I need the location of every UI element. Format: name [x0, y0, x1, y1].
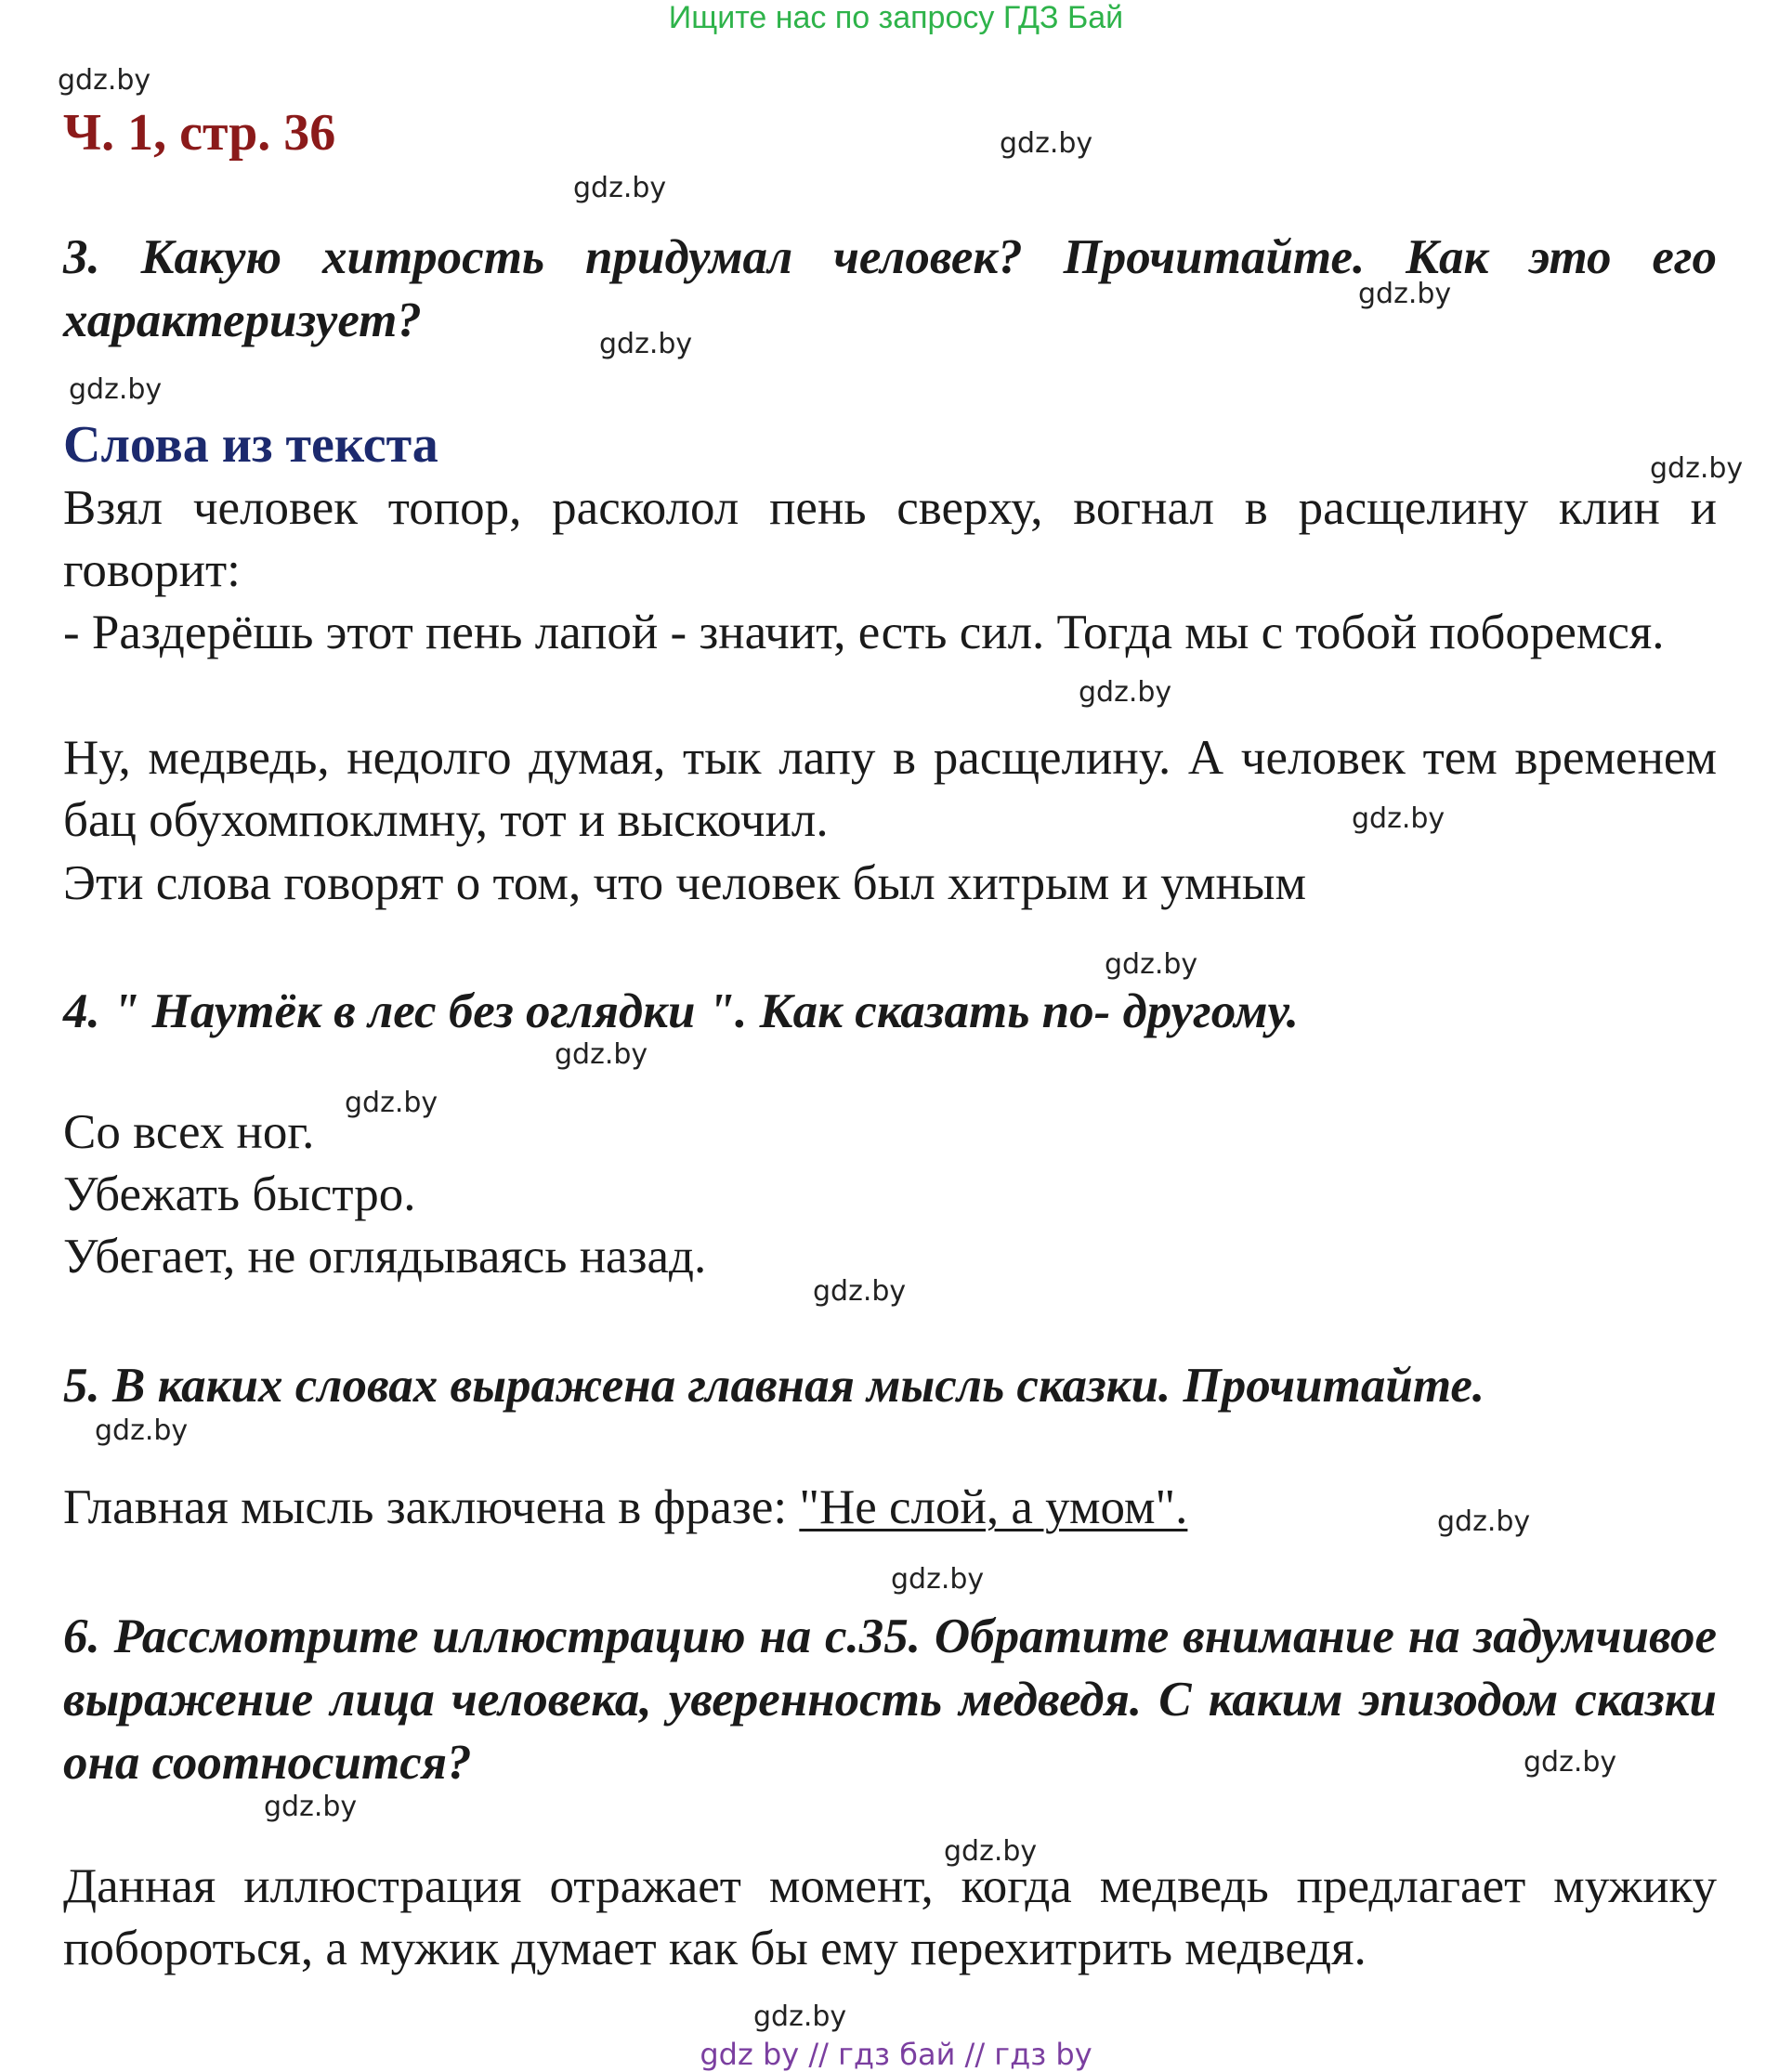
question-6: 6. Рассмотрите иллюстрацию на с.35. Обратите внимание на задумчивое выражение лица человека, уверенность медведя. С каким эпизодом сказки она соотносится?	[63, 1609, 1717, 1790]
question-5: 5. В каких словах выражена главная мысль сказки. Прочитайте.	[63, 1359, 1485, 1413]
q3-conclusion: Эти слова говорят о том, что человек был хитрым и умным	[63, 856, 1306, 910]
subheading-text-words: Слова из текста	[63, 416, 438, 474]
watermark: gdz.by	[813, 1275, 907, 1308]
q5-answer	[63, 1477, 1187, 1539]
watermark: gdz.by	[944, 1835, 1038, 1868]
page-title: Ч. 1, стр. 36	[63, 104, 336, 162]
watermark: gdz.by	[599, 328, 693, 360]
watermark: gdz.by	[1437, 1505, 1531, 1538]
watermark: gdz.by	[1650, 452, 1744, 485]
footer-links: gdz by // гдз бай // гдз by	[700, 2037, 1092, 2072]
watermark: gdz.by	[1524, 1746, 1617, 1779]
watermark: gdz.by	[69, 373, 163, 406]
watermark: gdz.by	[891, 1563, 985, 1596]
q5-answer-prefix: Главная мысль заключена в фразе:	[63, 1480, 800, 1534]
watermark: gdz.by	[555, 1038, 648, 1071]
top-banner: Ищите нас по запросу ГДЗ Бай	[668, 0, 1124, 35]
watermark: gdz.by	[95, 1414, 189, 1447]
q3-paragraph-2: - Раздерёшь этот пень лапой - значит, есть сил. Тогда мы с тобой поборемся.	[63, 606, 1665, 659]
q3-paragraph-1: Взял человек топор, расколол пень сверху, вогнал в расщелину клин и говорит:	[63, 481, 1717, 597]
watermark: gdz.by	[58, 64, 151, 97]
watermark: gdz.by	[753, 2000, 847, 2033]
watermark: gdz.by	[1000, 127, 1093, 160]
watermark: gdz.by	[264, 1791, 358, 1823]
q6-answer: Данная иллюстрация отражает момент, когда медведь предлагает мужику побороться, а мужик думает как бы ему перехитрить медведя.	[63, 1859, 1717, 1975]
q4-answer-1: Со всех ног.	[63, 1105, 315, 1159]
q4-answer-2: Убежать быстро.	[63, 1167, 416, 1221]
watermark: gdz.by	[1352, 802, 1445, 835]
q3-paragraph-3: Ну, медведь, недолго думая, тык лапу в расщелину. А человек тем временем бац обухомпоклмну, тот и выскочил.	[63, 731, 1717, 847]
question-3: 3. Какую хитрость придумал человек? Прочитайте. Как это его характеризует?	[63, 230, 1717, 347]
watermark: gdz.by	[345, 1087, 438, 1119]
watermark: gdz.by	[1358, 278, 1452, 310]
watermark: gdz.by	[1105, 948, 1198, 981]
q4-answer-3: Убегает, не оглядываясь назад.	[63, 1230, 707, 1284]
watermark: gdz.by	[1079, 676, 1172, 709]
watermark: gdz.by	[573, 172, 667, 204]
question-4: 4. " Наутёк в лес без оглядки ". Как сказать по- другому.	[63, 984, 1299, 1038]
q5-answer-quote: "Не слой, а умом".	[799, 1480, 1188, 1534]
